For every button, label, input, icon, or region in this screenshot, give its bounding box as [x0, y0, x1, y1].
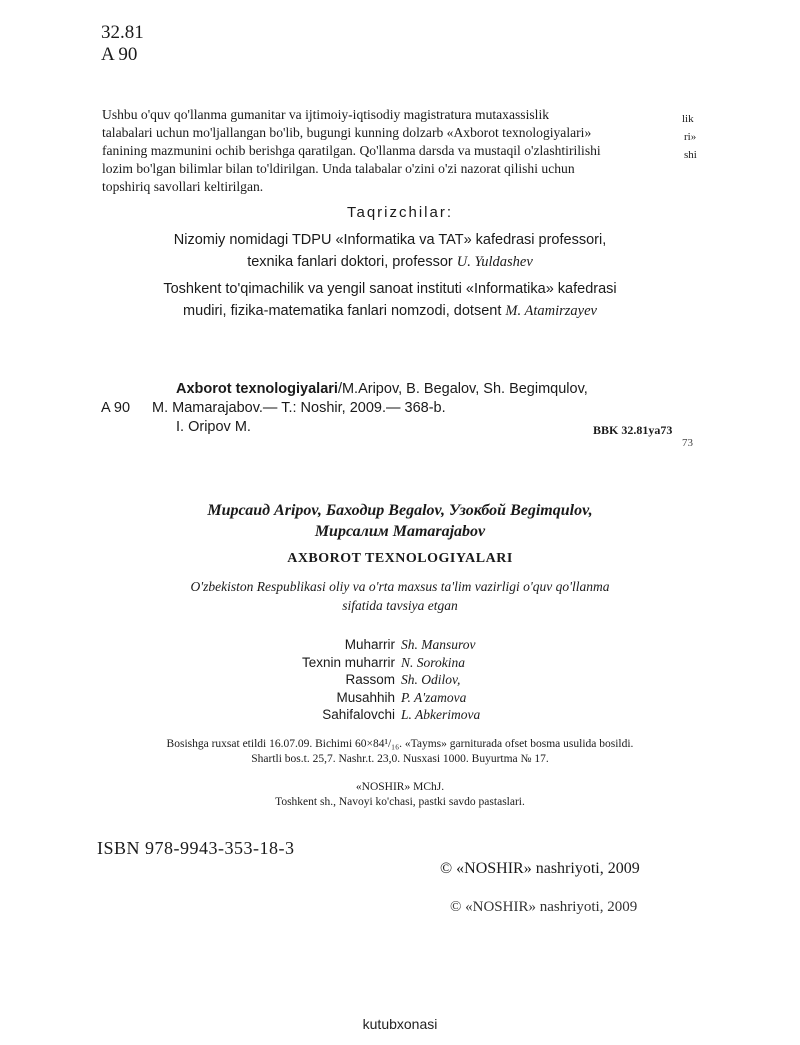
authors: [0, 500, 800, 542]
isbn: ISBN 978-9943-353-18-3: [97, 838, 295, 858]
abstract-line: topshiriq savollari keltirilgan.: [102, 179, 264, 194]
catalog-entry-line2: M. Mamarajabov.— T.: Noshir, 2009.— 368-b.: [152, 400, 446, 416]
staff-row: Texnin muharrir N. Sorokina: [301, 654, 465, 670]
reviewer-1: [0, 229, 780, 273]
book-title: AXBOROT TEXNOLOGIYALARI: [287, 551, 513, 566]
reviewers-heading: Taqrizchilar:: [346, 204, 454, 221]
catalog-code: A 90: [101, 400, 131, 416]
abstract-line: talabalari uchun mo'ljallangan bo'lib, bugungi kunning dolzarb «Axborot texnologiyalari»: [102, 125, 592, 140]
staff-row: Sahifalovchi L. Abkerimova: [322, 707, 481, 722]
staff-row: Muharrir Sh. Mansurov: [344, 637, 476, 652]
author-mark: A 90: [101, 44, 138, 65]
authors-line: Мирсалим Mamarajabov: [314, 523, 486, 540]
catalog-entry-line3: I. Oripov M.: [176, 419, 251, 435]
abstract-tail: shi: [684, 149, 697, 161]
abstract: [102, 106, 692, 196]
publisher-info: «NOSHIR» MChJ. Toshkent sh., Navoyi ko'chasi, pastki savdo pastaslari.: [275, 781, 525, 808]
footer-watermark: kutubxonasi: [362, 1016, 438, 1032]
bleed-through-copyright: © «NOSHIR» nashriyoti, 2009: [450, 899, 638, 915]
catalog-title: Axborot texnologiyalari: [176, 381, 338, 397]
reviewer-2-name: M. Atamirzayev: [505, 303, 597, 319]
approval-note: O'zbekiston Respublikasi oliy va o'rta maxsus ta'lim vazirligi o'quv qo'llanma sifatida tavsiya etgan: [190, 579, 610, 613]
reviewer-1-name: U. Yuldashev: [456, 254, 533, 270]
reviewer-2-affiliation: Toshkent to'qimachilik va yengil sanoat instituti «Informatika» kafedrasi: [163, 281, 617, 297]
classification-code: 32.81: [101, 22, 144, 43]
abstract-tail: lik: [682, 113, 694, 125]
reviewer-2: [0, 278, 780, 322]
catalog-entry-line1: Axborot texnologiyalari/M.Aripov, B. Begalov, Sh. Begimqulov,: [176, 381, 588, 397]
reviewer-1-title: texnika fanlari doktori, professor U. Yuldashev: [247, 254, 533, 270]
staff-row: Rassom Sh. Odilov,: [345, 672, 461, 687]
bbk-code: BBK 32.81ya73: [593, 423, 673, 437]
authors-line: Мирсаид Aripov, Баходир Begalov, Узокбой Begimqulov,: [207, 502, 593, 519]
copyright: © «NOSHIR» nashriyoti, 2009: [440, 860, 640, 877]
editorial-staff: [260, 636, 540, 724]
print-details: Bosishga ruxsat etildi 16.07.09. Bichimi 60×84¹/₁₆. «Tayms» garniturada ofset bosma usulida bosildi. Shartli bos.t. 25,7. Nashr.t. 23,0. Nusxasi 1000. Buyurtma № 17.: [166, 738, 634, 765]
abstract-line: fanining mazmunini ochib berishga qaratilgan. Qo'llanma darsda va mustaqil o'zlashtirilishi: [102, 143, 601, 158]
reviewer-1-affiliation: Nizomiy nomidagi TDPU «Informatika va TAT» kafedrasi professori,: [173, 232, 607, 248]
staff-row: Musahhih P. A'zamova: [336, 689, 467, 705]
abstract-tail: ri»: [684, 131, 697, 143]
abstract-line: lozim bo'lgan bilimlar bilan to'ldirilgan. Unda talabalar o'zini o'zi nazorat qilishi uchun: [102, 161, 575, 176]
bbk-tail: 73: [682, 437, 693, 449]
reviewer-2-title: mudiri, fizika-matematika fanlari nomzodi, dotsent M. Atamirzayev: [183, 303, 597, 319]
abstract-line: Ushbu o'quv qo'llanma gumanitar va ijtimoiy-iqtisodiy magistratura mutaxassislik: [102, 107, 550, 122]
